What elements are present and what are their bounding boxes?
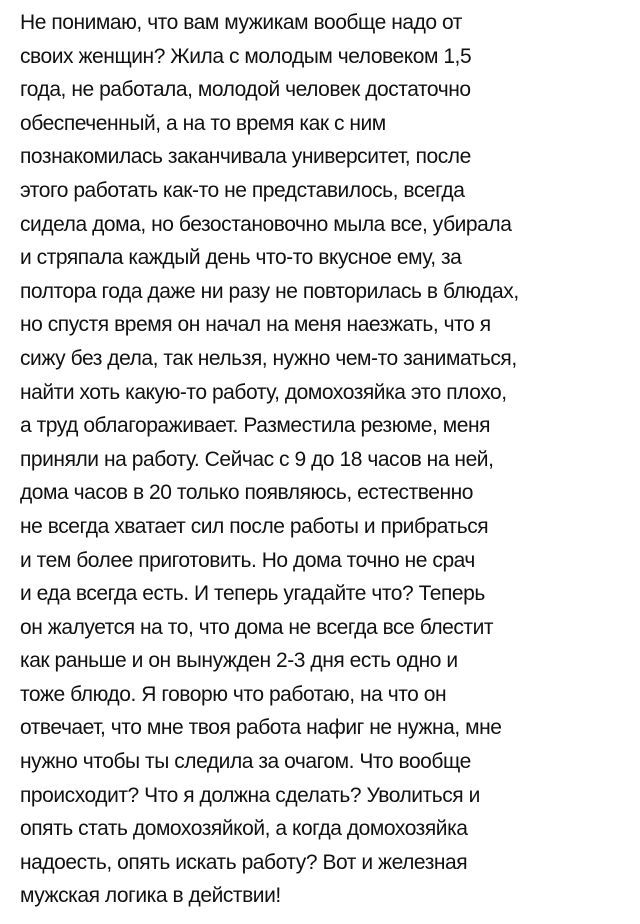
post-line: а труд облагораживает. Разместила резюме, меня <box>20 414 491 438</box>
post-line: отвечает, что мне твоя работа нафиг не нужна, мне <box>20 716 502 740</box>
post-line: сижу без дела, так нельзя, нужно чем-то заниматься, <box>20 346 517 370</box>
post-line: надоесть, опять искать работу? Вот и железная <box>20 850 468 874</box>
post-line: происходит? Что я должна сделать? Уволиться и <box>20 783 480 807</box>
post-line: сидела дома, но безостановочно мыла все, убирала <box>20 212 512 236</box>
post-line: опять стать домохозяйкой, а когда домохозяйка <box>20 817 468 841</box>
post-line: познакомилась заканчивала университет, после <box>20 145 471 169</box>
post-line: своих женщин? Жила с молодым человеком 1,5 <box>20 44 472 68</box>
post-text <box>20 6 632 913</box>
post-line: и еда всегда есть. И теперь угадайте что? Теперь <box>20 582 485 606</box>
post-line: Не понимаю, что вам мужикам вообще надо от <box>20 11 462 34</box>
post-line: этого работать как-то не представилось, всегда <box>20 178 465 202</box>
post-line: нужно чтобы ты следила за очагом. Что вообще <box>20 750 471 774</box>
post-line: приняли на работу. Сейчас с 9 до 18 часов на ней, <box>20 447 494 471</box>
post-line: тоже блюдо. Я говорю что работаю, на что он <box>20 682 447 706</box>
post-line: найти хоть какую-то работу, домохозяйка это плохо, <box>20 380 507 404</box>
post-line: не всегда хватает сил после работы и прибраться <box>20 514 489 538</box>
post-line: года, не работала, молодой человек достаточно <box>20 78 471 102</box>
post-line: но спустя время он начал на меня наезжать, что я <box>20 313 491 337</box>
post-line: он жалуется на то, что дома не всегда все блестит <box>20 615 494 639</box>
post-line: полтора года даже ни разу не повторилась в блюдах, <box>20 279 519 303</box>
post-line: как раньше и он вынужден 2-3 дня есть одно и <box>20 649 458 673</box>
post-line: и тем более приготовить. Но дома точно не срач <box>20 548 475 572</box>
post-line: мужская логика в действии! <box>20 884 281 908</box>
post-line: обеспеченный, а на то время как с ним <box>20 111 386 135</box>
post-line: дома часов в 20 только появляюсь, естественно <box>20 481 473 505</box>
post-line: и стряпала каждый день что-то вкусное ему, за <box>20 246 462 270</box>
